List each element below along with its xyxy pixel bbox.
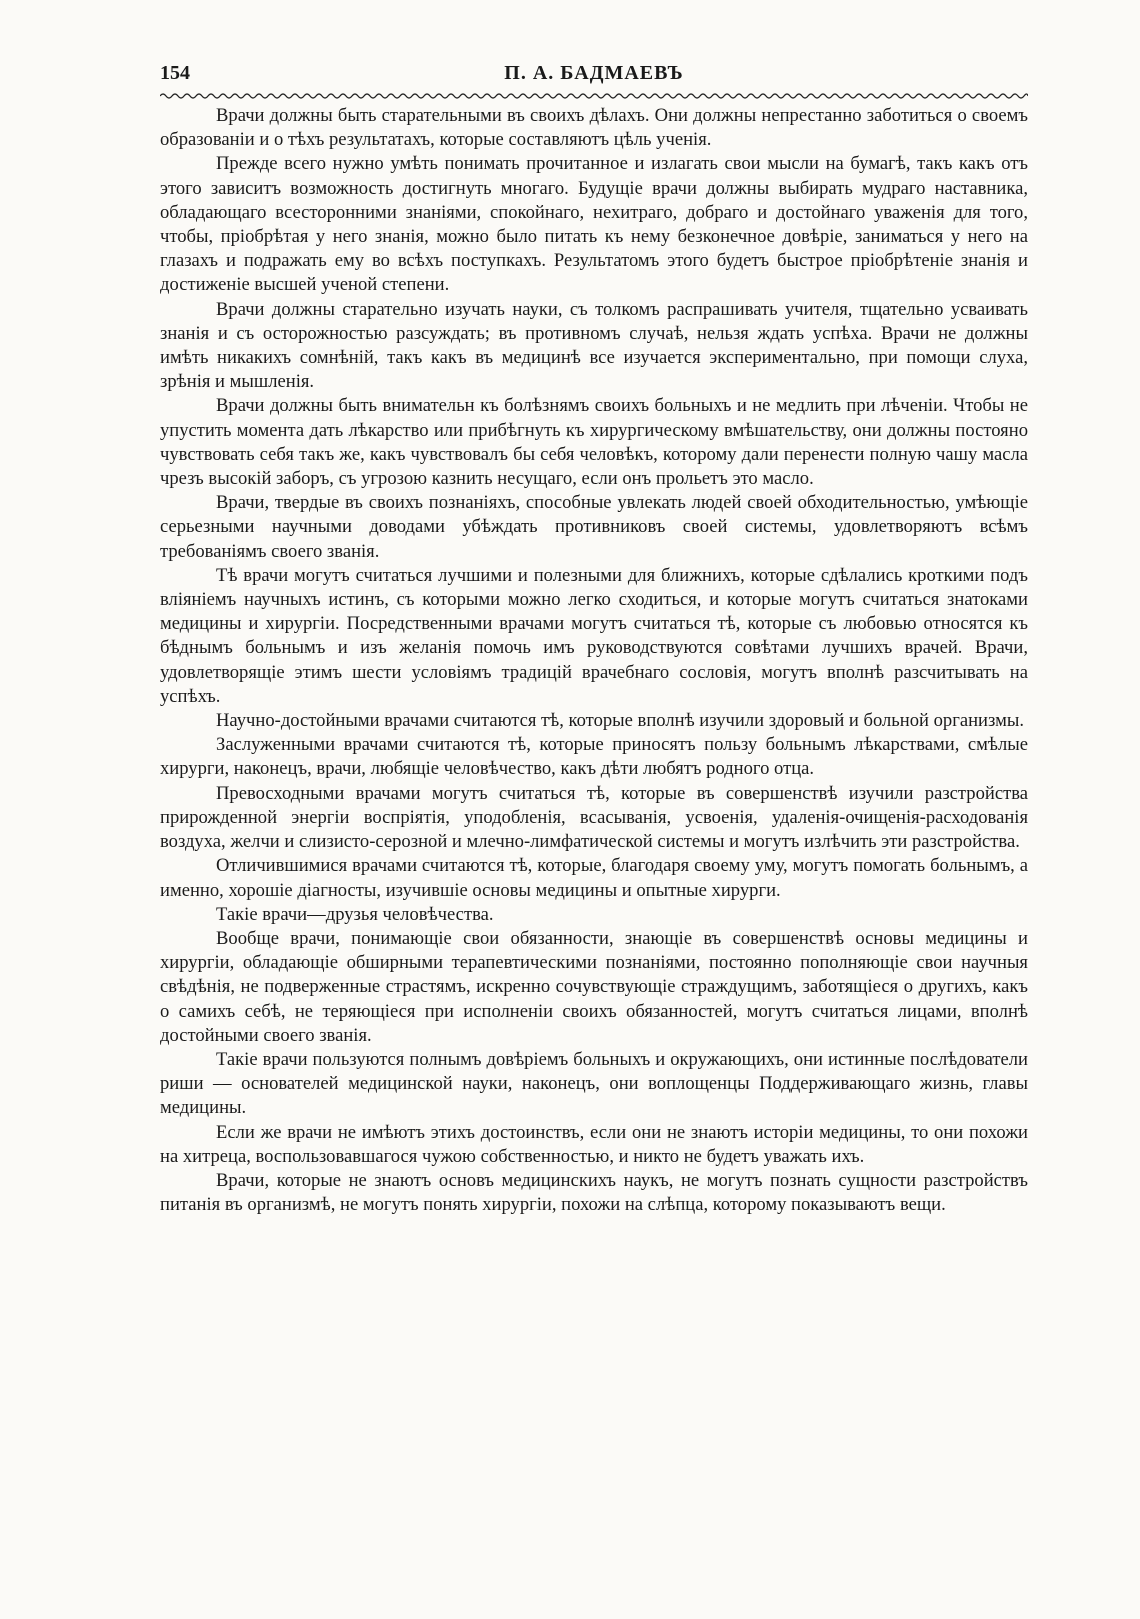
paragraph: Тѣ врачи могутъ считаться лучшими и полезными для ближнихъ, которые сдѣлались кроткими подъ влiянiемъ научныхъ истинъ, съ которыми можно легко сходиться, и которые могутъ считаться знатоками медицины и хирургiи. Посредственными врачами могутъ считаться тѣ, которые съ любовью относятся къ бѣднымъ больнымъ и изъ желанiя помочь имъ руководствуются совѣтами лучшихъ врачей. Врачи, удовлетворящiе этимъ шести условiямъ традицiй врачебнаго сословiя, могутъ вполнѣ разсчитывать на успѣхъ.: [160, 564, 1028, 707]
running-title: П. А. БАДМАЕВЪ: [504, 62, 684, 84]
paragraph: Такiе врачи—друзья человѣчества.: [216, 903, 494, 925]
page-number: 154: [160, 62, 190, 84]
paragraph: Такiе врачи пользуются полнымъ довѣрiемъ больныхъ и окружающихъ, они истинные послѣдователи риши — основателей медицинской науки, наконецъ, они воплощенцы Поддерживающаго жизнь, главы медицины.: [160, 1048, 1028, 1119]
paragraph: Отличившимися врачами считаются тѣ, которые, благодаря своему уму, могутъ помогать больнымъ, а именно, хорошiе дiагносты, изучившiе основы медицины и опытные хирурги.: [160, 855, 1028, 901]
paragraph: Научно-достойными врачами считаются тѣ, которые вполнѣ изучили здоровый и больной организмы.: [216, 710, 1025, 732]
paragraph: Прежде всего нужно умѣть понимать прочитанное и излагать свои мысли на бумагѣ, такъ какъ отъ этого зависитъ возможность достигнуть многаго. Будущiе врачи должны выбирать мудраго наставника, обладающаго всесторонними знанiями, спокойнаго, нехитраго, добраго и достойнаго уваженiя для того, чтобы, прiобрѣтая у него знанiя, можно было питать къ нему безконечное довѣрiе, заниматься у него на глазахъ и подражать ему во всѣхъ поступкахъ. Результатомъ этого будетъ быстрое прiобрѣтенiе знанiя и достиженiе высшей ученой степени.: [160, 153, 1028, 296]
paragraph: Врачи, твердые въ своихъ познанiяхъ, способные увлекать людей своей обходительностью, умѣющiе серьезными научными доводами убѣждать противниковъ своей системы, удовлетворяютъ всѣмъ требованiямъ своего званiя.: [160, 492, 1028, 562]
paragraph: Превосходными врачами могутъ считаться тѣ, которые въ совершенствѣ изучили разстройства прирожденной энергiи воспрiятiя, уподобленiя, всасыванiя, усвоенiя, удаленiя-очищенiя-расходованiя воздуха, желчи и слизисто-серозной и млечно-лимфатической системы и могутъ излѣчить эти разстройства.: [160, 782, 1028, 853]
page-header: [160, 60, 1028, 92]
paragraph: Заслуженными врачами считаются тѣ, которые приносятъ пользу больнымъ лѣкарствами, смѣлые хирурги, наконецъ, врачи, любящiе человѣчество, какъ дѣти любятъ родного отца.: [160, 734, 1028, 780]
paragraph: Врачи должны быть старательными въ своихъ дѣлахъ. Они должны непрестанно заботиться о своемъ образованiи и о тѣхъ результатахъ, которые составляютъ цѣль ученiя.: [160, 105, 1028, 151]
paragraph: Врачи, которые не знаютъ основъ медицинскихъ наукъ, не могутъ познать сущности разстройствъ питанiя въ организмѣ, не могутъ понять хирургiи, похожи на слѣпца, которому показываютъ вещи.: [160, 1169, 1028, 1216]
paragraph: Вообще врачи, понимающiе свои обязанности, знающiе въ совершенствѣ основы медицины и хирургiи, обладающiе обширными терапевтическими познанiями, постоянно пополняющiе свои научныя свѣдѣнiя, не подверженные страстямъ, искренно сочувствующiе страждущимъ, заботящiеся о другихъ, какъ о самихъ себѣ, не теряющiеся при исполненiи своихъ обязанностей, могутъ считаться лицами, вполнѣ достойными своего званiя.: [160, 927, 1028, 1046]
paragraph: Если же врачи не имѣютъ этихъ достоинствъ, если они не знаютъ исторiи медицины, то они похожи на хитреца, воспользовавшагося чужою собственностью, и никто не будетъ уважать ихъ.: [160, 1121, 1028, 1167]
wavy-rule-divider: [160, 92, 1028, 100]
body-text: [160, 104, 1028, 1217]
paragraph: Врачи должны старательно изучать науки, съ толкомъ распрашивать учителя, тщательно усваивать знанiя и съ осторожностью разсуждать; въ противномъ случаѣ, нельзя ждать успѣха. Врачи не должны имѣть никакихъ сомнѣнiй, такъ какъ въ медицинѣ все изучается экспериментально, при помощи слуха, зрѣнiя и мышленiя.: [160, 298, 1028, 393]
paragraph: Врачи должны быть внимательн къ болѣзнямъ своихъ больныхъ и не медлить при лѣченiи. Чтобы не упустить момента дать лѣкарство или прибѣгнуть къ хирургическому вмѣшательству, они должны постояно чувствовать себя такъ же, какъ чувствовалъ бы себя человѣкъ, которому дали перенести полную чашу масла чрезъ высокiй заборъ, съ угрозою казнить несущаго, если онъ прольетъ это масло.: [160, 395, 1028, 490]
